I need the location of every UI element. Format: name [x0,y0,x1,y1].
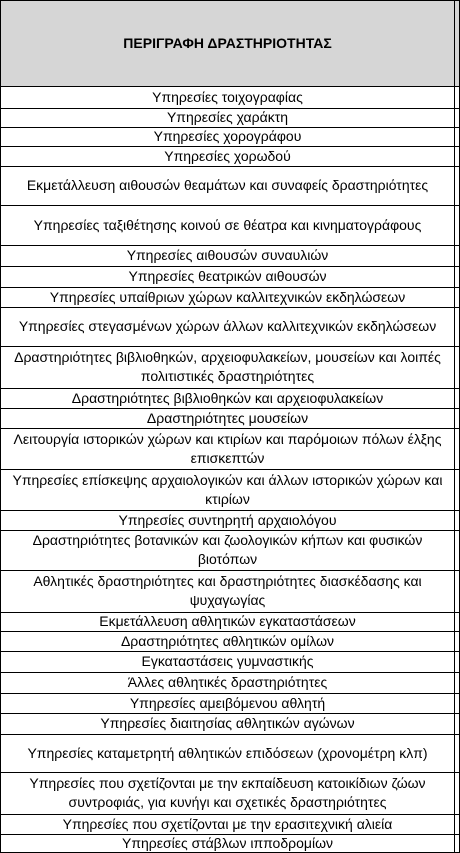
table-cell-text: Υπηρεσίες στάβλων ιπποδρομίων [121,835,333,851]
table-row-adjacent-cell [455,530,460,570]
table-row [0,127,455,146]
table-cell-text: Άλλες αθλητικές δραστηριότητες [127,674,328,690]
table-row [0,834,455,853]
table-row-adjacent-cell [455,651,460,672]
table-row [0,108,455,127]
column-header [0,0,455,86]
table-row-adjacent-cell [455,612,460,631]
grid-line [0,672,460,673]
column-header-adjacent [455,0,460,86]
table-row [0,428,455,469]
table-row [0,713,455,734]
grid-line [0,631,460,632]
grid-line [0,388,460,389]
table-cell-text: Υπηρεσίες στεγασμένων χώρων άλλων καλλιτεχνικών εκδηλώσεων [18,318,437,334]
table-row-adjacent-cell [455,408,460,428]
table-row [0,734,455,772]
table-cell-text: Δραστηριότητες μουσείων [146,409,309,426]
table-cell-text: Αθλητικές δραστηριότητες και δραστηριότητες διασκέδασης και ψυχαγωγίας [33,573,422,608]
grid-line [0,408,460,409]
table-row-adjacent-cell [455,693,460,713]
table-cell-text: Δραστηριότητες βιβλιοθηκών, αρχειοφυλακείων, μουσείων και λοιπές πολιτιστικές δραστηριότητες [14,349,441,384]
grid-line [0,713,460,714]
column-header-label: ΠΕΡΙΓΡΑΦΗ ΔΡΑΣΤΗΡΙΟΤΗΤΑΣ [123,34,332,51]
table-row [0,146,455,166]
table-row-adjacent-cell [455,287,460,307]
table-row-adjacent-cell [455,146,460,166]
grid-line [0,651,460,652]
grid-line [0,428,460,429]
table-row [0,166,455,205]
table-cell-text: Εκμετάλλευση αιθουσών θεαμάτων και συναφείς δραστηριότητες [26,177,429,193]
table-row-adjacent-cell [455,428,460,469]
table-cell-text: Εκμετάλλευση αθλητικών εγκαταστάσεων [99,613,356,629]
table-row [0,408,455,428]
grid-line [0,510,460,511]
table-row [0,814,455,834]
table-cell-text: Υπηρεσίες που σχετίζονται με την εκπαίδευση κατοικίδιων ζώων συντροφιάς, για κυνήγι και σχετικές δραστηριότητες [29,775,426,810]
table-cell-text: Υπηρεσίες χορωδού [164,147,291,164]
table-row [0,612,455,631]
table-row-adjacent-cell [455,307,460,346]
table-cell-text: Υπηρεσίες υπαίθριων χώρων καλλιτεχνικών εκδηλώσεων [49,288,406,305]
table-cell-text: Υπηρεσίες χαράκτη [166,109,289,125]
table-row-adjacent-cell [455,127,460,146]
grid-line [0,0,460,1]
table-cell-text: Υπηρεσίες θεατρικών αιθουσών [128,268,327,284]
table-cell-text: Υπηρεσίες επίσκεψης αρχαιολογικών και άλλων ιστορικών χώρων και κτιρίων [12,471,443,507]
table-row [0,530,455,570]
grid-line [0,469,460,470]
table-cell-text: Υπηρεσίες διαιτησίας αθλητικών αγώνων [100,715,355,731]
table-row-adjacent-cell [455,469,460,510]
table-row [0,693,455,713]
table-cell-text: Δραστηριότητες βοτανικών και ζωολογικών κήπων και φυσικών βιοτόπων [32,532,423,567]
table-row [0,346,455,388]
table-row [0,772,455,814]
grid-line [0,530,460,531]
table-row [0,266,455,287]
grid-line [0,693,460,694]
grid-line [0,166,460,167]
table-cell-text: Υπηρεσίες καταμετρητή αθλητικών επιδόσεων (χρονομέτρη κλπ) [27,744,428,761]
table-row-adjacent-cell [455,631,460,651]
table-row [0,388,455,408]
table-row [0,510,455,530]
table-row-adjacent-cell [455,86,460,108]
table-cell-text: Λειτουργία ιστορικών χώρων και κτιρίων και παρόμοιων πόλων έλξης επισκεπτών [13,430,442,466]
table-cell-text: Υπηρεσίες που σχετίζονται με την ερασιτεχνική αλιεία [62,815,393,832]
table-cell-text: Υπηρεσίες συντηρητή αρχαιολόγου [118,511,337,528]
grid-line [0,146,460,147]
table-row-adjacent-cell [455,713,460,734]
grid-line [0,266,460,267]
table-cell-text: Εγκαταστάσεις γυμναστικής [141,653,314,669]
table-row-adjacent-cell [455,166,460,205]
grid-line [0,205,460,206]
table-row-adjacent-cell [455,814,460,834]
table-cell-text: Υπηρεσίες χορογράφου [153,128,302,144]
grid-line [0,346,460,347]
grid-line [0,570,460,571]
table-row-adjacent-cell [455,245,460,266]
table-row [0,205,455,245]
table-cell-text: Υπηρεσίες αμειβόμενου αθλητή [129,694,326,711]
table-row-adjacent-cell [455,772,460,814]
table-cell-text: Υπηρεσίες τοιχογραφίας [152,88,303,105]
table-cell-text: Δραστηριότητες αθλητικών ομίλων [120,632,335,649]
grid-line [0,245,460,246]
grid-line [0,834,460,835]
table-row-adjacent-cell [455,388,460,408]
table-cell-text: Υπηρεσίες αιθουσών συναυλιών [126,247,329,263]
grid-line [0,86,460,87]
table-row [0,631,455,651]
grid-line [0,772,460,773]
grid-line [0,734,460,735]
table-row-adjacent-cell [455,108,460,127]
table-row-adjacent-cell [455,672,460,693]
table-row-adjacent-cell [455,266,460,287]
table-cell-text: Δραστηριότητες βιβλιοθηκών και αρχειοφυλακείων [71,389,384,406]
grid-line [0,127,460,128]
table-row [0,307,455,346]
table-row [0,287,455,307]
table-row [0,672,455,693]
table-row-adjacent-cell [455,346,460,388]
grid-line [0,108,460,109]
table-row [0,245,455,266]
table-row [0,469,455,510]
table-row-adjacent-cell [455,734,460,772]
table-row-adjacent-cell [455,570,460,612]
grid-line [0,287,460,288]
table-cell-text: Υπηρεσίες ταξιθέτησης κοινού σε θέατρα και κινηματογράφους [33,216,422,233]
table-row-adjacent-cell [455,834,460,853]
table-row-adjacent-cell [455,205,460,245]
table-row [0,86,455,108]
grid-line [0,307,460,308]
table-row-adjacent-cell [455,510,460,530]
grid-line [0,814,460,815]
table-row [0,570,455,612]
table-row [0,651,455,672]
grid-line [0,612,460,613]
